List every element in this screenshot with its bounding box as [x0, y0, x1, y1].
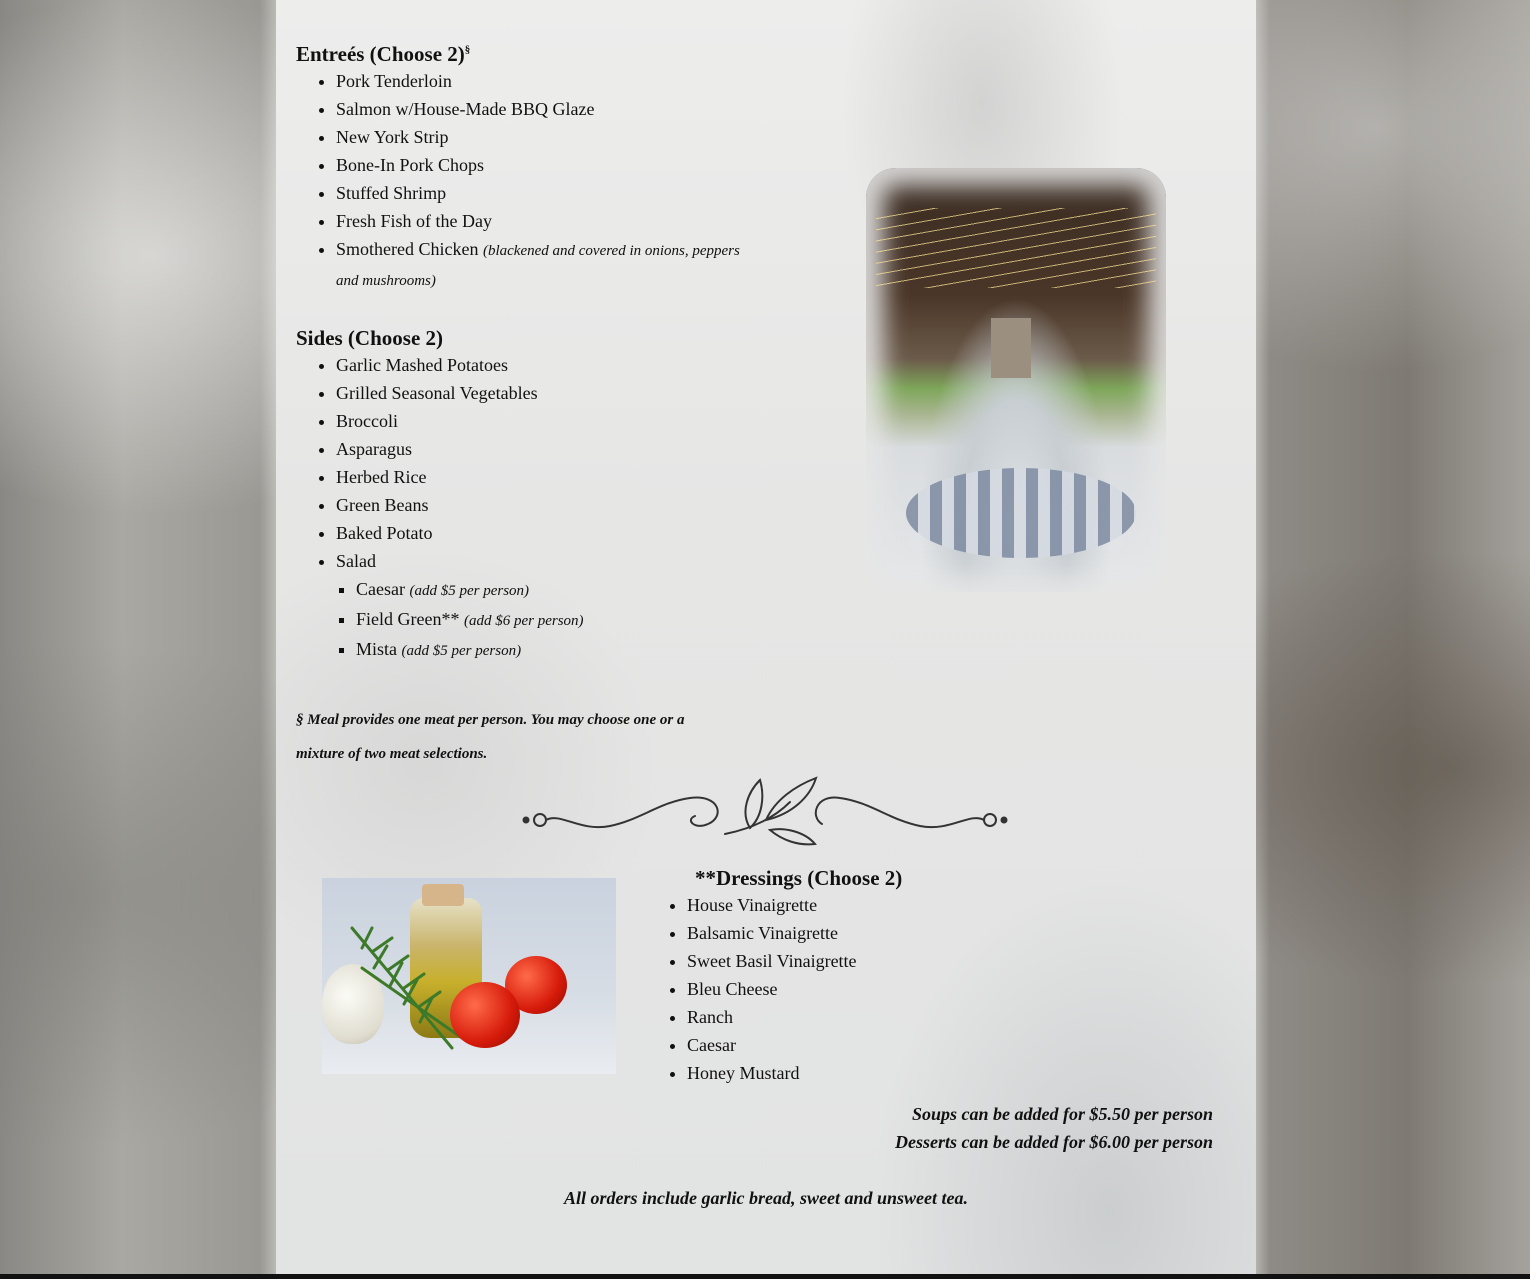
list-item: • Asparagus	[336, 435, 746, 463]
list-item: • Balsamic Vinaigrette	[687, 919, 1007, 947]
dressings-list	[647, 891, 1007, 1087]
list-item: • Caesar	[687, 1031, 1007, 1059]
pavilion-photo	[866, 168, 1166, 592]
olive-oil-tomatoes-photo	[322, 878, 616, 1074]
dressings-heading: **Dressings (Choose 2)	[695, 866, 903, 890]
salad-options-list	[336, 575, 746, 665]
list-item: • Bleu Cheese	[687, 975, 1007, 1003]
list-item: • Sweet Basil Vinaigrette	[687, 947, 1007, 975]
list-item: • Bone-In Pork Chops	[336, 151, 746, 179]
list-item: • Ranch	[687, 1003, 1007, 1031]
list-item: • Stuffed Shrimp	[336, 179, 746, 207]
item-note: (add $5 per person)	[401, 643, 522, 659]
list-item: ▪ Mista (add $5 per person)	[356, 635, 746, 665]
list-item: • Broccoli	[336, 407, 746, 435]
desserts-addon: Desserts can be added for $6.00 per person	[895, 1132, 1213, 1152]
list-item: • Pork Tenderloin	[336, 67, 746, 95]
list-item: • Fresh Fish of the Day	[336, 207, 746, 235]
bottle-cork	[422, 884, 464, 906]
list-item: ▪ Caesar (add $5 per person)	[356, 575, 746, 605]
menu-page	[276, 0, 1256, 1274]
dressings-section	[647, 866, 1007, 1087]
sides-heading: Sides (Choose 2)	[296, 326, 444, 350]
addons-note	[776, 1100, 1213, 1156]
meat-selection-note: § Meal provides one meat per person. You may choose one or a mixture of two meat selections.	[296, 712, 685, 762]
list-item: • Salmon w/House-Made BBQ Glaze	[336, 95, 746, 123]
list-item: • Baked Potato	[336, 519, 746, 547]
item-note: (add $6 per person)	[463, 613, 584, 629]
entrees-heading: Entreés (Choose 2)§	[296, 42, 471, 66]
soups-addon: Soups can be added for $5.50 per person	[911, 1104, 1213, 1124]
bottom-bar	[0, 1274, 1530, 1279]
list-item: ▪ Field Green** (add $6 per person)	[356, 605, 746, 635]
included-items-note: All orders include garlic bread, sweet and unsweet tea.	[563, 1188, 968, 1208]
leaf-divider-icon	[520, 772, 1010, 850]
list-item: • Garlic Mashed Potatoes	[336, 351, 746, 379]
list-item: • Green Beans	[336, 491, 746, 519]
list-item: • Salad ▪ Caesar (add $5 per person) ▪ Field Green** (add $6 per person) ▪ Mista (add $5 per person)	[336, 547, 746, 665]
list-item: • House Vinaigrette	[687, 891, 1007, 919]
gingham-table	[906, 468, 1136, 558]
item-note: (blackened and covered in onions, peppers and mushrooms)	[336, 243, 740, 289]
sides-list	[296, 351, 746, 665]
list-item: • Smothered Chicken (blackened and covered in onions, peppers and mushrooms)	[336, 235, 746, 295]
sides-section	[296, 326, 746, 665]
section-mark: §	[464, 44, 471, 56]
item-note: (add $5 per person)	[409, 583, 530, 599]
entrees-section	[296, 42, 746, 295]
stone-fireplace	[991, 318, 1031, 378]
list-item: • Herbed Rice	[336, 463, 746, 491]
tomato	[450, 982, 520, 1048]
list-item: • New York Strip	[336, 123, 746, 151]
string-lights	[876, 208, 1156, 288]
list-item: • Grilled Seasonal Vegetables	[336, 379, 746, 407]
entrees-list	[296, 67, 746, 295]
list-item: • Honey Mustard	[687, 1059, 1007, 1087]
